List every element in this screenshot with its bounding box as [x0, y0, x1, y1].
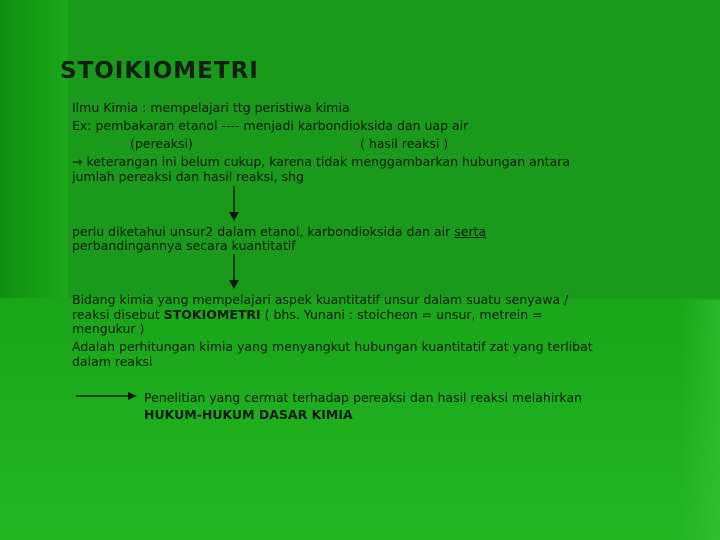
- down-arrow-icon: [228, 254, 240, 290]
- text-line-hukum-dasar: HUKUM-HUKUM DASAR KIMIA: [144, 407, 353, 422]
- right-arrow-icon: [76, 390, 138, 402]
- background-right-stripe: [680, 300, 720, 540]
- text-hasil-reaksi: ( hasil reaksi ): [360, 136, 449, 151]
- text-line-perbandingan: perbandingannya secara kuantitatif: [72, 238, 296, 253]
- text-pereaksi: (pereaksi): [130, 136, 193, 151]
- text-line-keterangan: → keterangan ini belum cukup, karena tidak menggambarkan hubungan antara: [72, 154, 571, 169]
- text-line-adalah: Adalah perhitungan kimia yang menyangkut hubungan kuantitatif zat yang terlibat: [72, 339, 593, 354]
- slide-title: STOIKIOMETRI: [60, 58, 259, 84]
- down-arrow-icon: [228, 186, 240, 222]
- text-line-jumlah: jumlah pereaksi dan hasil reaksi, shg: [72, 169, 304, 184]
- text-line-dalam-reaksi: dalam reaksi: [72, 354, 153, 369]
- text-line-example: Ex: pembakaran etanol ---- menjadi karbondioksida dan uap air: [72, 118, 469, 133]
- text-line-bidang: Bidang kimia yang mempelajari aspek kuantitatif unsur dalam suatu senyawa /: [72, 292, 569, 307]
- text-line-reaksi-disebut: reaksi disebut STOKIOMETRI ( bhs. Yunani : stoicheon = unsur, metrein =: [72, 307, 543, 322]
- text-line-definition: Ilmu Kimia : mempelajari ttg peristiwa kimia: [72, 100, 350, 115]
- text-line-penelitian: Penelitian yang cermat terhadap pereaksi dan hasil reaksi melahirkan: [144, 390, 583, 405]
- text-line-mengukur: mengukur ): [72, 321, 145, 336]
- text-line-perlu: perlu diketahui unsur2 dalam etanol, karbondioksida dan air serta: [72, 224, 487, 239]
